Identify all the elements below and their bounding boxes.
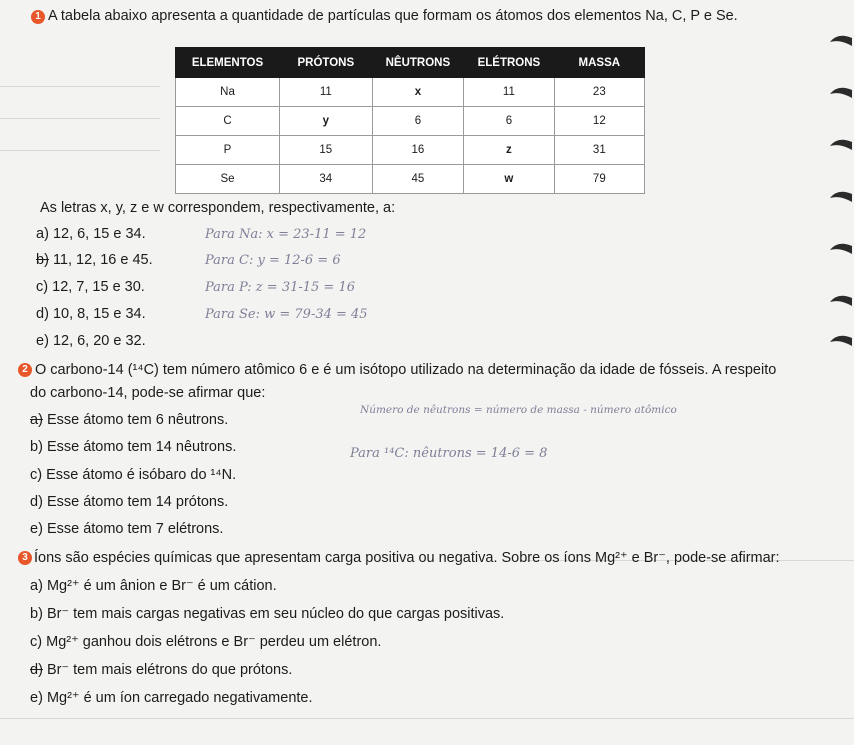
- handwritten-note: Para Na: x = 23-11 = 12: [205, 227, 367, 242]
- option-letter: a): [30, 412, 43, 428]
- option-text: Esse átomo tem 14 prótons.: [46, 494, 229, 510]
- table-row: [176, 107, 645, 136]
- ruled-line: [0, 150, 160, 151]
- option-text: 12, 6, 20 e 32.: [52, 333, 146, 349]
- q2-option-d: [30, 494, 228, 510]
- table-cell: C: [176, 107, 280, 136]
- option-text: Mg²⁺ é um íon carregado negativamente.: [46, 690, 313, 706]
- option-letter: e): [30, 690, 43, 706]
- table-cell: 79: [554, 165, 644, 194]
- q2-option-b: [30, 439, 236, 455]
- q2-option-e: [30, 521, 223, 537]
- option-letter: c): [30, 634, 43, 650]
- q1-option-a: [36, 226, 146, 242]
- table-row: [176, 165, 645, 194]
- option-text: 12, 7, 15 e 30.: [52, 279, 145, 295]
- table-cell: z: [464, 136, 554, 165]
- table-cell: P: [176, 136, 280, 165]
- particles-table: [175, 47, 645, 194]
- table-cell: 6: [372, 107, 464, 136]
- q2-option-c: [30, 467, 236, 483]
- question-3-number: 3: [18, 551, 32, 565]
- q3-option-d: [30, 662, 292, 678]
- q1-option-b: [36, 252, 153, 268]
- table-cell: 6: [464, 107, 554, 136]
- q3-option-b: [30, 606, 504, 622]
- handwritten-note: Número de nêutrons = número de massa - número atômico: [360, 404, 677, 416]
- option-letter: c): [30, 467, 43, 483]
- q2-option-a: [30, 412, 228, 428]
- table-cell: 23: [554, 78, 644, 107]
- table-cell: 45: [372, 165, 464, 194]
- option-letter: d): [30, 494, 43, 510]
- table-cell: Se: [176, 165, 280, 194]
- table-cell: 31: [554, 136, 644, 165]
- handwritten-note: Para Se: w = 79-34 = 45: [205, 307, 368, 322]
- handwritten-note: Para P: z = 31-15 = 16: [205, 280, 355, 295]
- q3-option-e: [30, 690, 313, 706]
- option-text: Mg²⁺ é um ânion e Br⁻ é um cátion.: [46, 578, 277, 594]
- table-header: ELEMENTOS: [176, 48, 280, 78]
- option-letter: e): [36, 333, 49, 349]
- question-1-prompt: A tabela abaixo apresenta a quantidade de partículas que formam os átomos dos elementos Na, C, P e Se.: [48, 8, 738, 24]
- option-letter: d): [30, 662, 43, 678]
- table-header: MASSA: [554, 48, 644, 78]
- question-2-number: 2: [18, 363, 32, 377]
- ruled-line: [0, 86, 160, 87]
- option-letter: b): [30, 606, 43, 622]
- table-cell: y: [279, 107, 372, 136]
- option-text: Esse átomo tem 6 nêutrons.: [46, 412, 229, 428]
- option-text: 10, 8, 15 e 34.: [52, 306, 146, 322]
- handwritten-note: Para ¹⁴C: nêutrons = 14-6 = 8: [350, 446, 548, 461]
- q1-option-c: [36, 279, 145, 295]
- q1-option-e: [36, 333, 146, 349]
- option-letter: b): [36, 252, 49, 268]
- option-text: 11, 12, 16 e 45.: [52, 252, 153, 268]
- option-text: Br⁻ tem mais elétrons do que prótons.: [46, 662, 293, 678]
- table-row: [176, 136, 645, 165]
- table-cell: Na: [176, 78, 280, 107]
- table-header: ELÉTRONS: [464, 48, 554, 78]
- option-text: 12, 6, 15 e 34.: [52, 226, 146, 242]
- option-text: Esse átomo tem 14 nêutrons.: [46, 439, 237, 455]
- option-letter: d): [36, 306, 49, 322]
- question-1-instruction: As letras x, y, z e w correspondem, respectivamente, a:: [40, 200, 396, 216]
- question-1-number: 1: [31, 10, 45, 24]
- handwritten-note: Para C: y = 12-6 = 6: [205, 253, 341, 268]
- table-cell: 15: [279, 136, 372, 165]
- table-header: PRÓTONS: [279, 48, 372, 78]
- table-cell: x: [372, 78, 464, 107]
- spiral-binding: [824, 20, 854, 350]
- question-2-prompt-line1: O carbono-14 (¹⁴C) tem número atômico 6 e é um isótopo utilizado na determinação da idade de fósseis. A respeito: [35, 362, 777, 378]
- table-row: [176, 78, 645, 107]
- q3-option-a: [30, 578, 277, 594]
- ruled-line: [0, 718, 854, 719]
- ruled-line: [0, 118, 160, 119]
- table-cell: 34: [279, 165, 372, 194]
- table-header: NÊUTRONS: [372, 48, 464, 78]
- option-text: Esse átomo é isóbaro do ¹⁴N.: [46, 467, 237, 483]
- option-letter: a): [36, 226, 49, 242]
- option-text: Mg²⁺ ganhou dois elétrons e Br⁻ perdeu um elétron.: [46, 634, 382, 650]
- question-3-prompt: Íons são espécies químicas que apresentam carga positiva ou negativa. Sobre os íons Mg²⁺ e Br⁻, pode-se afirmar:: [34, 550, 780, 566]
- option-letter: e): [30, 521, 43, 537]
- table-cell: 11: [464, 78, 554, 107]
- option-text: Br⁻ tem mais cargas negativas em seu núcleo do que cargas positivas.: [46, 606, 505, 622]
- option-letter: a): [30, 578, 43, 594]
- option-letter: c): [36, 279, 49, 295]
- q3-option-c: [30, 634, 381, 650]
- table-cell: 16: [372, 136, 464, 165]
- q1-option-d: [36, 306, 146, 322]
- table-cell: w: [464, 165, 554, 194]
- table-cell: 12: [554, 107, 644, 136]
- option-letter: b): [30, 439, 43, 455]
- table-cell: 11: [279, 78, 372, 107]
- question-2-prompt-line2: do carbono-14, pode-se afirmar que:: [30, 385, 266, 401]
- option-text: Esse átomo tem 7 elétrons.: [46, 521, 224, 537]
